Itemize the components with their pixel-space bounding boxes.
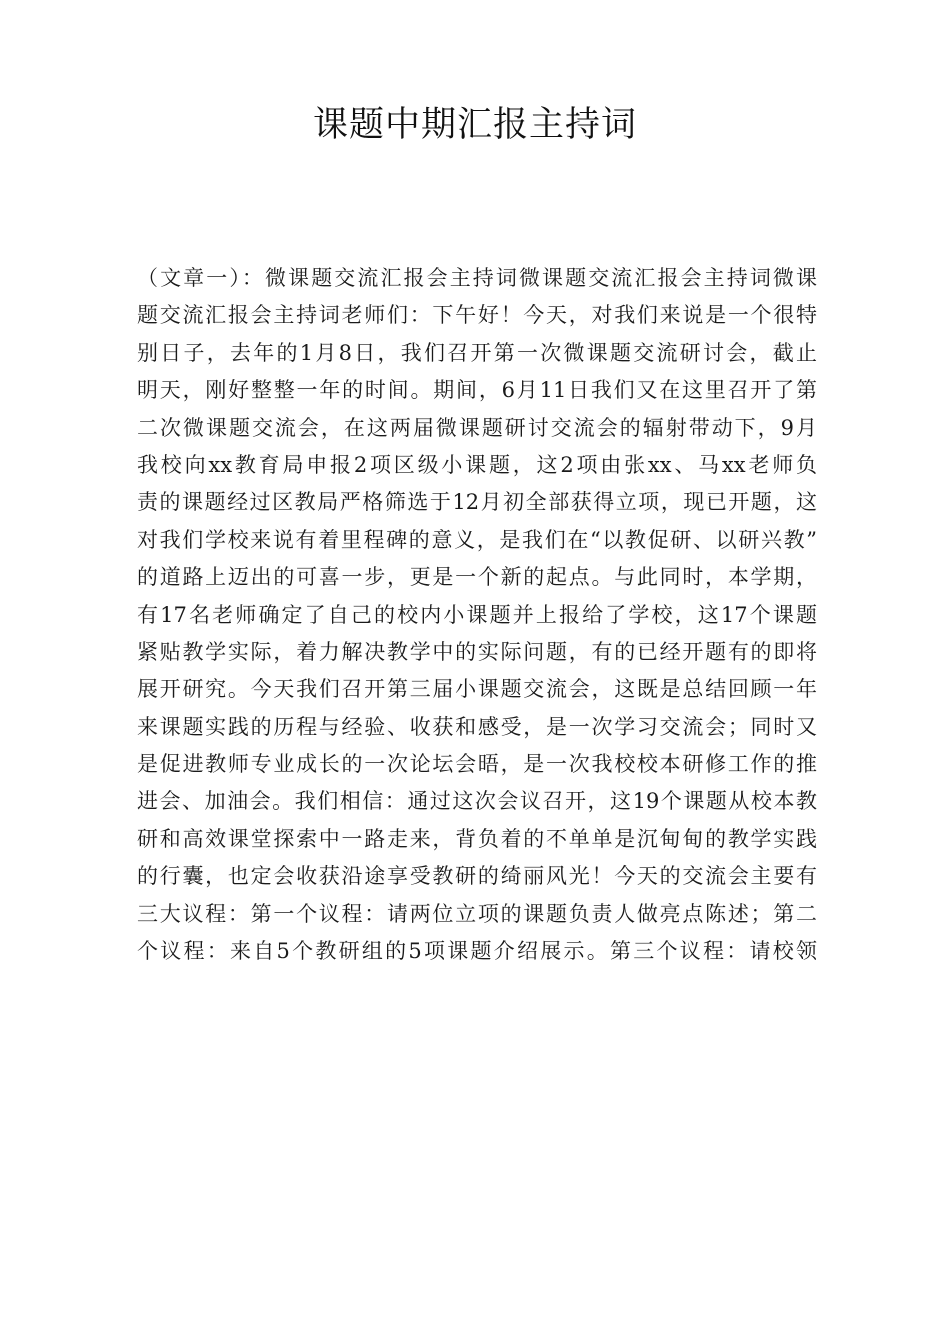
body-line: 明天，刚好整整一年的时间。期间，6月11日我们又在这里召开了第 bbox=[137, 378, 817, 403]
body-line: 别日子，去年的1月8日，我们召开第一次微课题交流研讨会，截止 bbox=[137, 340, 817, 365]
document-body bbox=[137, 260, 817, 970]
body-line: 的行囊，也定会收获沿途享受教研的绮丽风光！今天的交流会主要有 bbox=[137, 864, 817, 889]
body-line: 展开研究。今天我们召开第三届小课题交流会，这既是总结回顾一年 bbox=[137, 677, 817, 702]
body-line: 二次微课题交流会，在这两届微课题研讨交流会的辐射带动下，9月 bbox=[137, 415, 817, 440]
body-line: 个议程：来自5个教研组的5项课题介绍展示。第三个议程：请校领 bbox=[137, 939, 817, 964]
body-line: （文章一）：微课题交流汇报会主持词微课题交流汇报会主持词微课 bbox=[137, 266, 817, 290]
document-title: 课题中期汇报主持词 bbox=[312, 105, 637, 145]
body-line: 题交流汇报会主持词老师们：下午好！今天，对我们来说是一个很特 bbox=[137, 303, 817, 328]
body-line: 进会、加油会。我们相信：通过这次会议召开，这19个课题从校本教 bbox=[137, 789, 817, 814]
body-line: 研和高效课堂探索中一路走来，背负着的不单单是沉甸甸的教学实践 bbox=[137, 826, 817, 851]
body-line: 的道路上迈出的可喜一步，更是一个新的起点。与此同时，本学期， bbox=[137, 565, 817, 590]
body-line: 对我们学校来说有着里程碑的意义，是我们在“以教促研、以研兴教” bbox=[137, 527, 817, 552]
body-line: 是促进教师专业成长的一次论坛会晤，是一次我校校本研修工作的推 bbox=[137, 752, 817, 777]
body-line: 紧贴教学实际，着力解决教学中的实际问题，有的已经开题有的即将 bbox=[137, 639, 817, 664]
body-line: 来课题实践的历程与经验、收获和感受，是一次学习交流会；同时又 bbox=[137, 714, 817, 739]
body-line: 责的课题经过区教局严格筛选于12月初全部获得立项，现已开题，这 bbox=[137, 490, 817, 515]
body-line: 我校向xx教育局申报2项区级小课题，这2项由张xx、马xx老师负 bbox=[137, 452, 817, 477]
body-line: 三大议程：第一个议程：请两位立项的课题负责人做亮点陈述；第二 bbox=[137, 901, 817, 926]
body-line: 有17名老师确定了自己的校内小课题并上报给了学校，这17个课题 bbox=[137, 602, 817, 627]
